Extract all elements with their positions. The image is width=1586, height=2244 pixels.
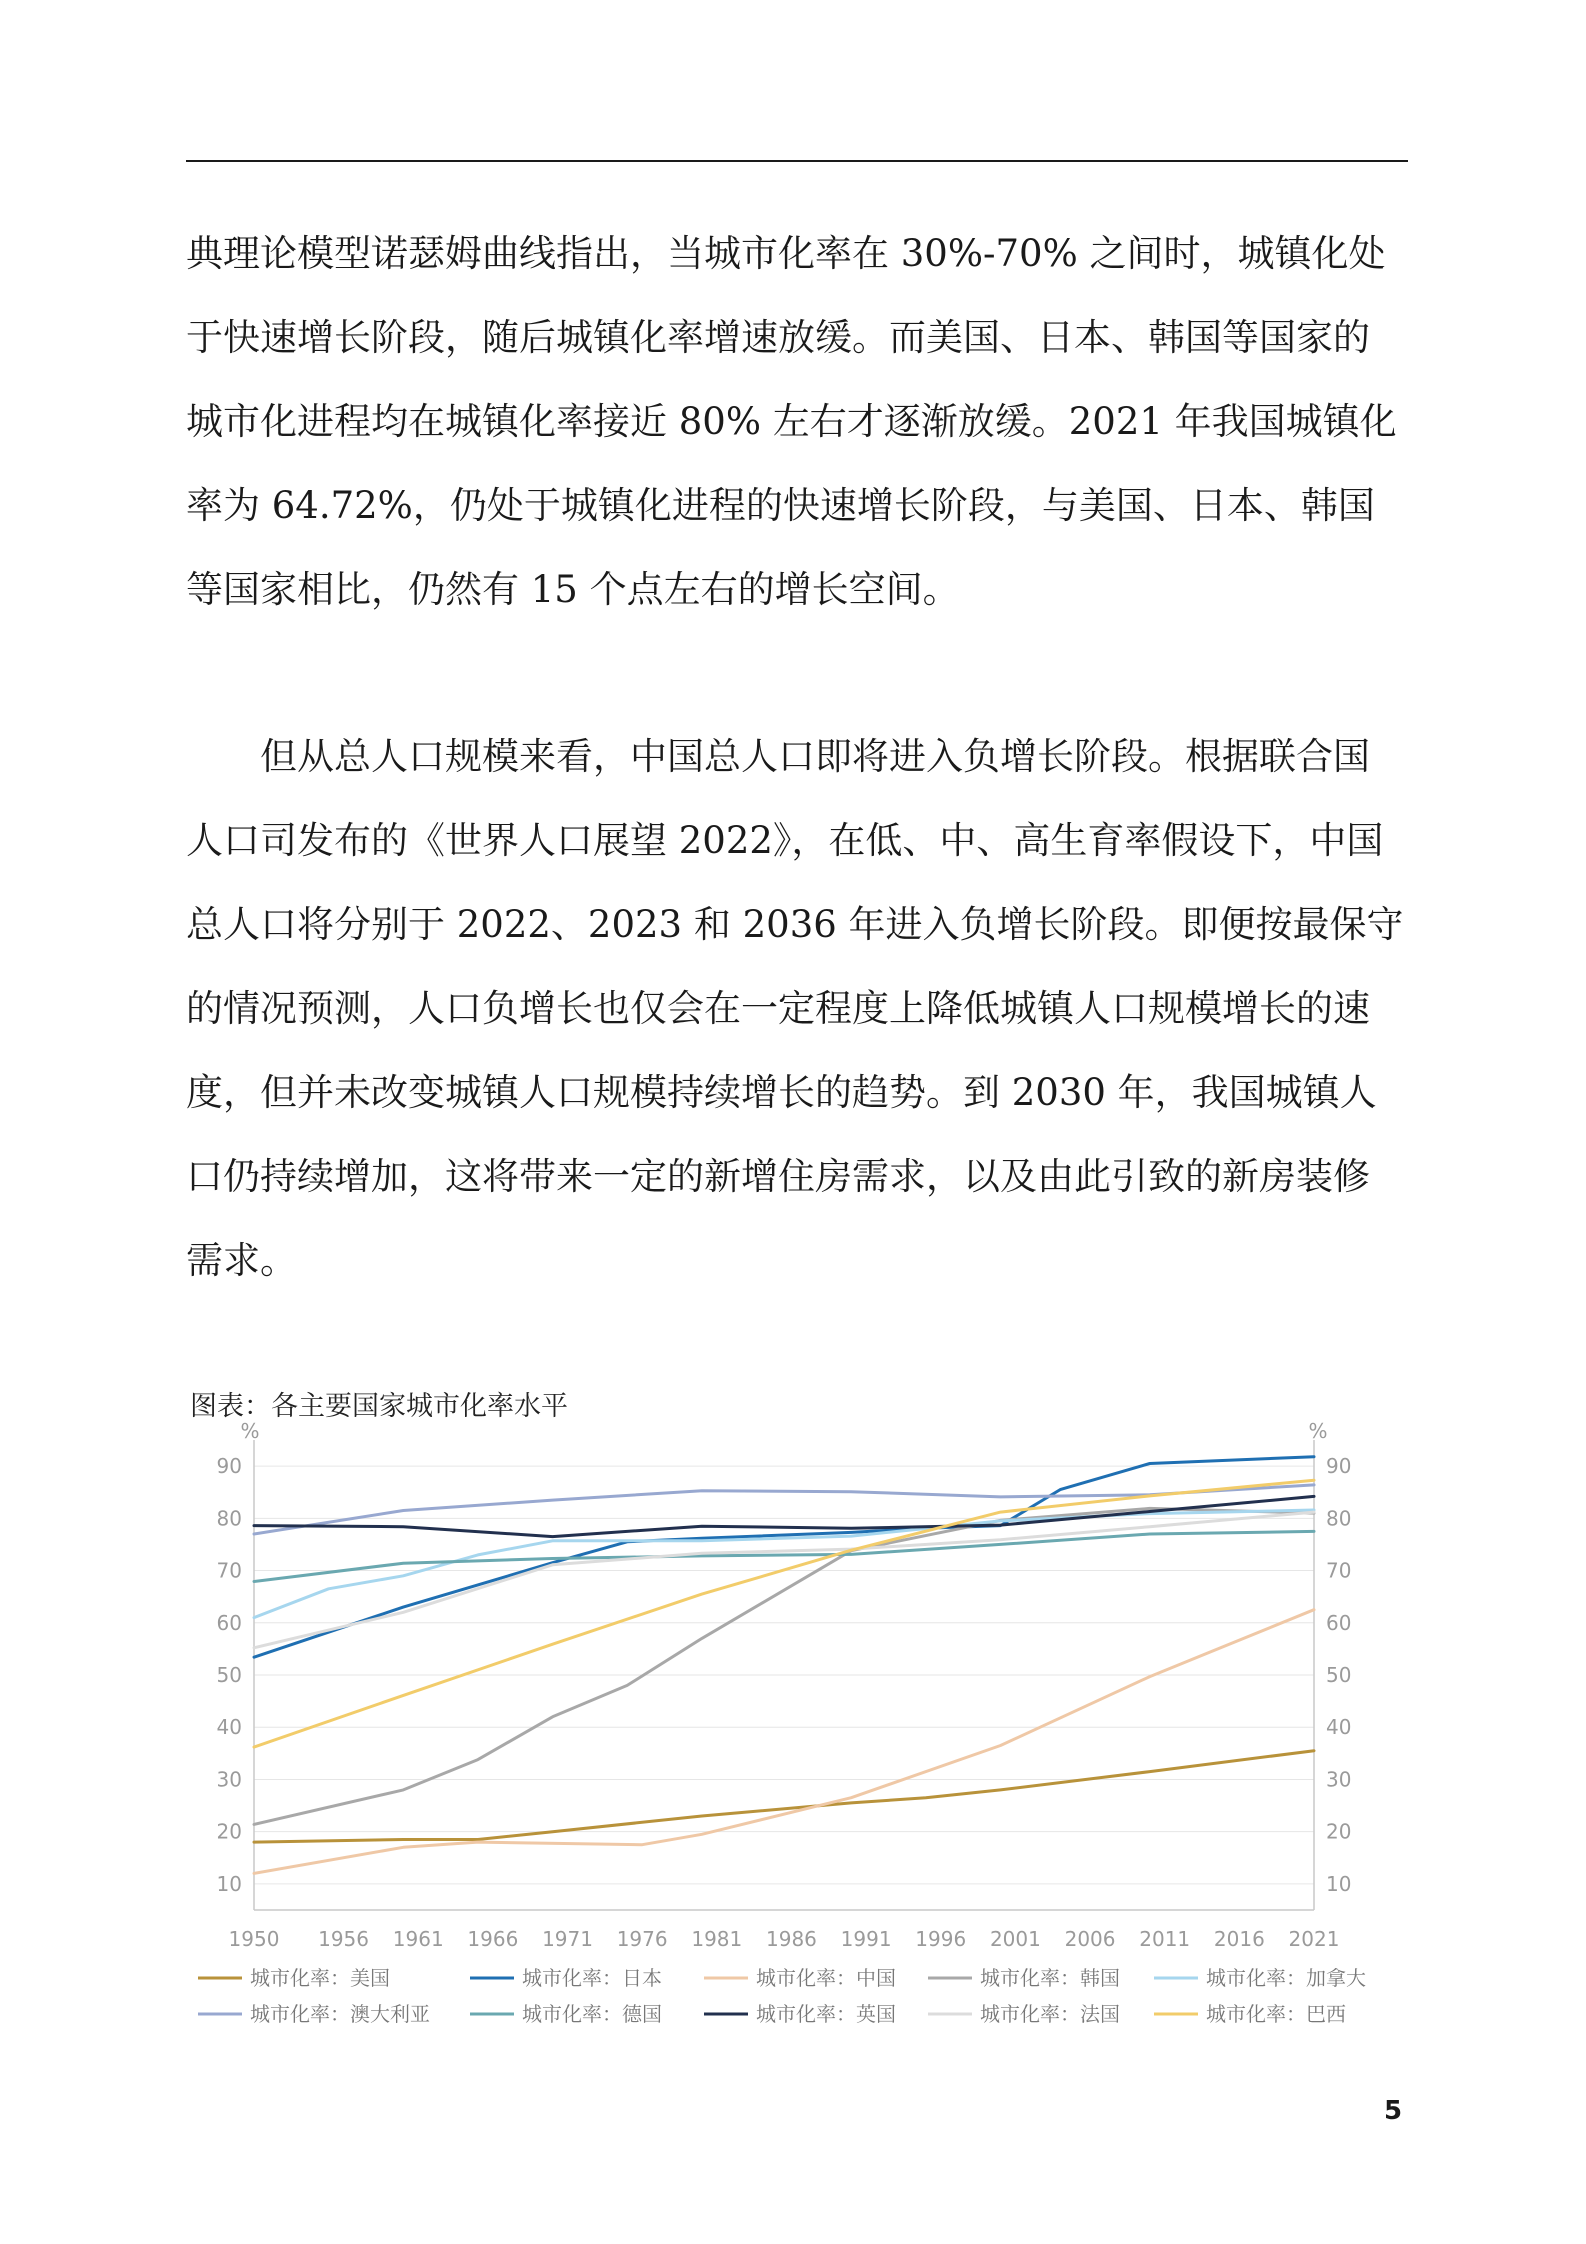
y-tick-label-right: 80 [1326, 1506, 1352, 1531]
legend-label: 城市化率：巴西 [1206, 2002, 1346, 2026]
paragraph-1 [186, 212, 1408, 632]
paragraph-line: 城市化进程均在城镇化率接近 80% 左右才逐渐放缓。2021 年我国城镇化 [186, 400, 1397, 443]
y-tick-label-right: 30 [1326, 1767, 1352, 1792]
page-number: 5 [1384, 2096, 1403, 2126]
y-tick-label-right: 20 [1326, 1819, 1352, 1844]
y-tick-label-left: 50 [216, 1663, 242, 1687]
y-tick-label-left: 30 [216, 1767, 242, 1792]
y-unit-left: % [240, 1420, 260, 1443]
y-tick-label-right: 10 [1326, 1871, 1352, 1896]
paragraph-line: 人口司发布的《世界人口展望 2022》，在低、中、高生育率假设下，中国 [186, 819, 1384, 862]
x-tick-label: 2006 [1064, 1927, 1116, 1951]
x-tick-label: 1976 [616, 1927, 668, 1951]
x-tick-label: 1961 [392, 1927, 444, 1951]
legend-label: 城市化率：德国 [522, 2002, 662, 2026]
x-tick-label: 1981 [691, 1927, 743, 1951]
x-tick-label: 2011 [1139, 1927, 1191, 1951]
x-tick-label: 1991 [840, 1927, 892, 1951]
paragraph-line: 于快速增长阶段，随后城镇化率增速放缓。而美国、日本、韩国等国家的 [186, 316, 1370, 359]
y-tick-label-right: 70 [1326, 1558, 1352, 1583]
y-tick-label-left: 10 [216, 1871, 242, 1896]
legend-label: 城市化率：英国 [756, 2002, 896, 2026]
urbanization-line-chart [186, 1420, 1426, 2040]
paragraph-line: 等国家相比，仍然有 15 个点左右的增长空间。 [186, 568, 960, 611]
series-line [254, 1610, 1314, 1874]
y-tick-label-right: 90 [1326, 1454, 1352, 1479]
x-tick-label: 2021 [1288, 1927, 1340, 1951]
y-tick-label-left: 60 [216, 1610, 242, 1635]
series-line [254, 1457, 1314, 1658]
y-tick-label-right: 50 [1326, 1663, 1352, 1687]
x-tick-label: 1986 [766, 1927, 817, 1951]
paragraph-line: 口仍持续增加，这将带来一定的新增住房需求，以及由此引致的新房装修 [186, 1155, 1370, 1198]
y-tick-label-right: 40 [1326, 1715, 1352, 1740]
paragraph-line: 但从总人口规模来看，中国总人口即将进入负增长阶段。根据联合国 [260, 735, 1370, 778]
x-tick-label: 2001 [989, 1927, 1041, 1951]
legend-label: 城市化率：澳大利亚 [250, 2002, 430, 2026]
y-tick-label-right: 60 [1326, 1610, 1352, 1635]
y-tick-label-left: 40 [216, 1715, 242, 1740]
paragraph-line: 度，但并未改变城镇人口规模持续增长的趋势。到 2030 年，我国城镇人 [186, 1071, 1377, 1114]
legend-label: 城市化率：加拿大 [1206, 1966, 1366, 1990]
y-tick-label-left: 80 [216, 1506, 242, 1531]
legend-label: 城市化率：韩国 [980, 1966, 1120, 1990]
paragraph-line: 总人口将分别于 2022、2023 和 2036 年进入负增长阶段。即便按最保守 [186, 903, 1404, 946]
legend-label: 城市化率：美国 [250, 1966, 390, 1990]
x-tick-label: 1971 [542, 1927, 593, 1951]
x-tick-label: 2016 [1213, 1927, 1265, 1951]
legend-label: 城市化率：日本 [522, 1966, 662, 1990]
paragraph-2 [186, 715, 1408, 1303]
legend-label: 城市化率：中国 [756, 1966, 896, 1990]
x-tick-label: 1996 [915, 1927, 967, 1951]
y-tick-label-left: 20 [216, 1819, 242, 1844]
y-tick-label-left: 90 [216, 1454, 242, 1479]
x-tick-label: 1966 [467, 1927, 519, 1951]
paragraph-line: 需求。 [186, 1239, 297, 1282]
series-line [254, 1496, 1314, 1536]
y-unit-right: % [1308, 1420, 1328, 1443]
y-tick-label-left: 70 [216, 1558, 242, 1583]
paragraph-line: 典理论模型诺瑟姆曲线指出，当城市化率在 30%-70% 之间时，城镇化处 [186, 232, 1386, 275]
series-line [254, 1480, 1314, 1747]
paragraph-line: 率为 64.72%，仍处于城镇化进程的快速增长阶段，与美国、日本、韩国 [186, 484, 1375, 527]
paragraph-line: 的情况预测，人口负增长也仅会在一定程度上降低城镇人口规模增长的速 [186, 987, 1370, 1030]
series-line [254, 1751, 1314, 1842]
x-tick-label: 1956 [318, 1927, 370, 1951]
legend-label: 城市化率：法国 [980, 2002, 1120, 2026]
header-rule [186, 160, 1408, 162]
figure-caption: 图表：各主要国家城市化率水平 [190, 1391, 568, 1422]
x-tick-label: 1950 [228, 1927, 280, 1951]
